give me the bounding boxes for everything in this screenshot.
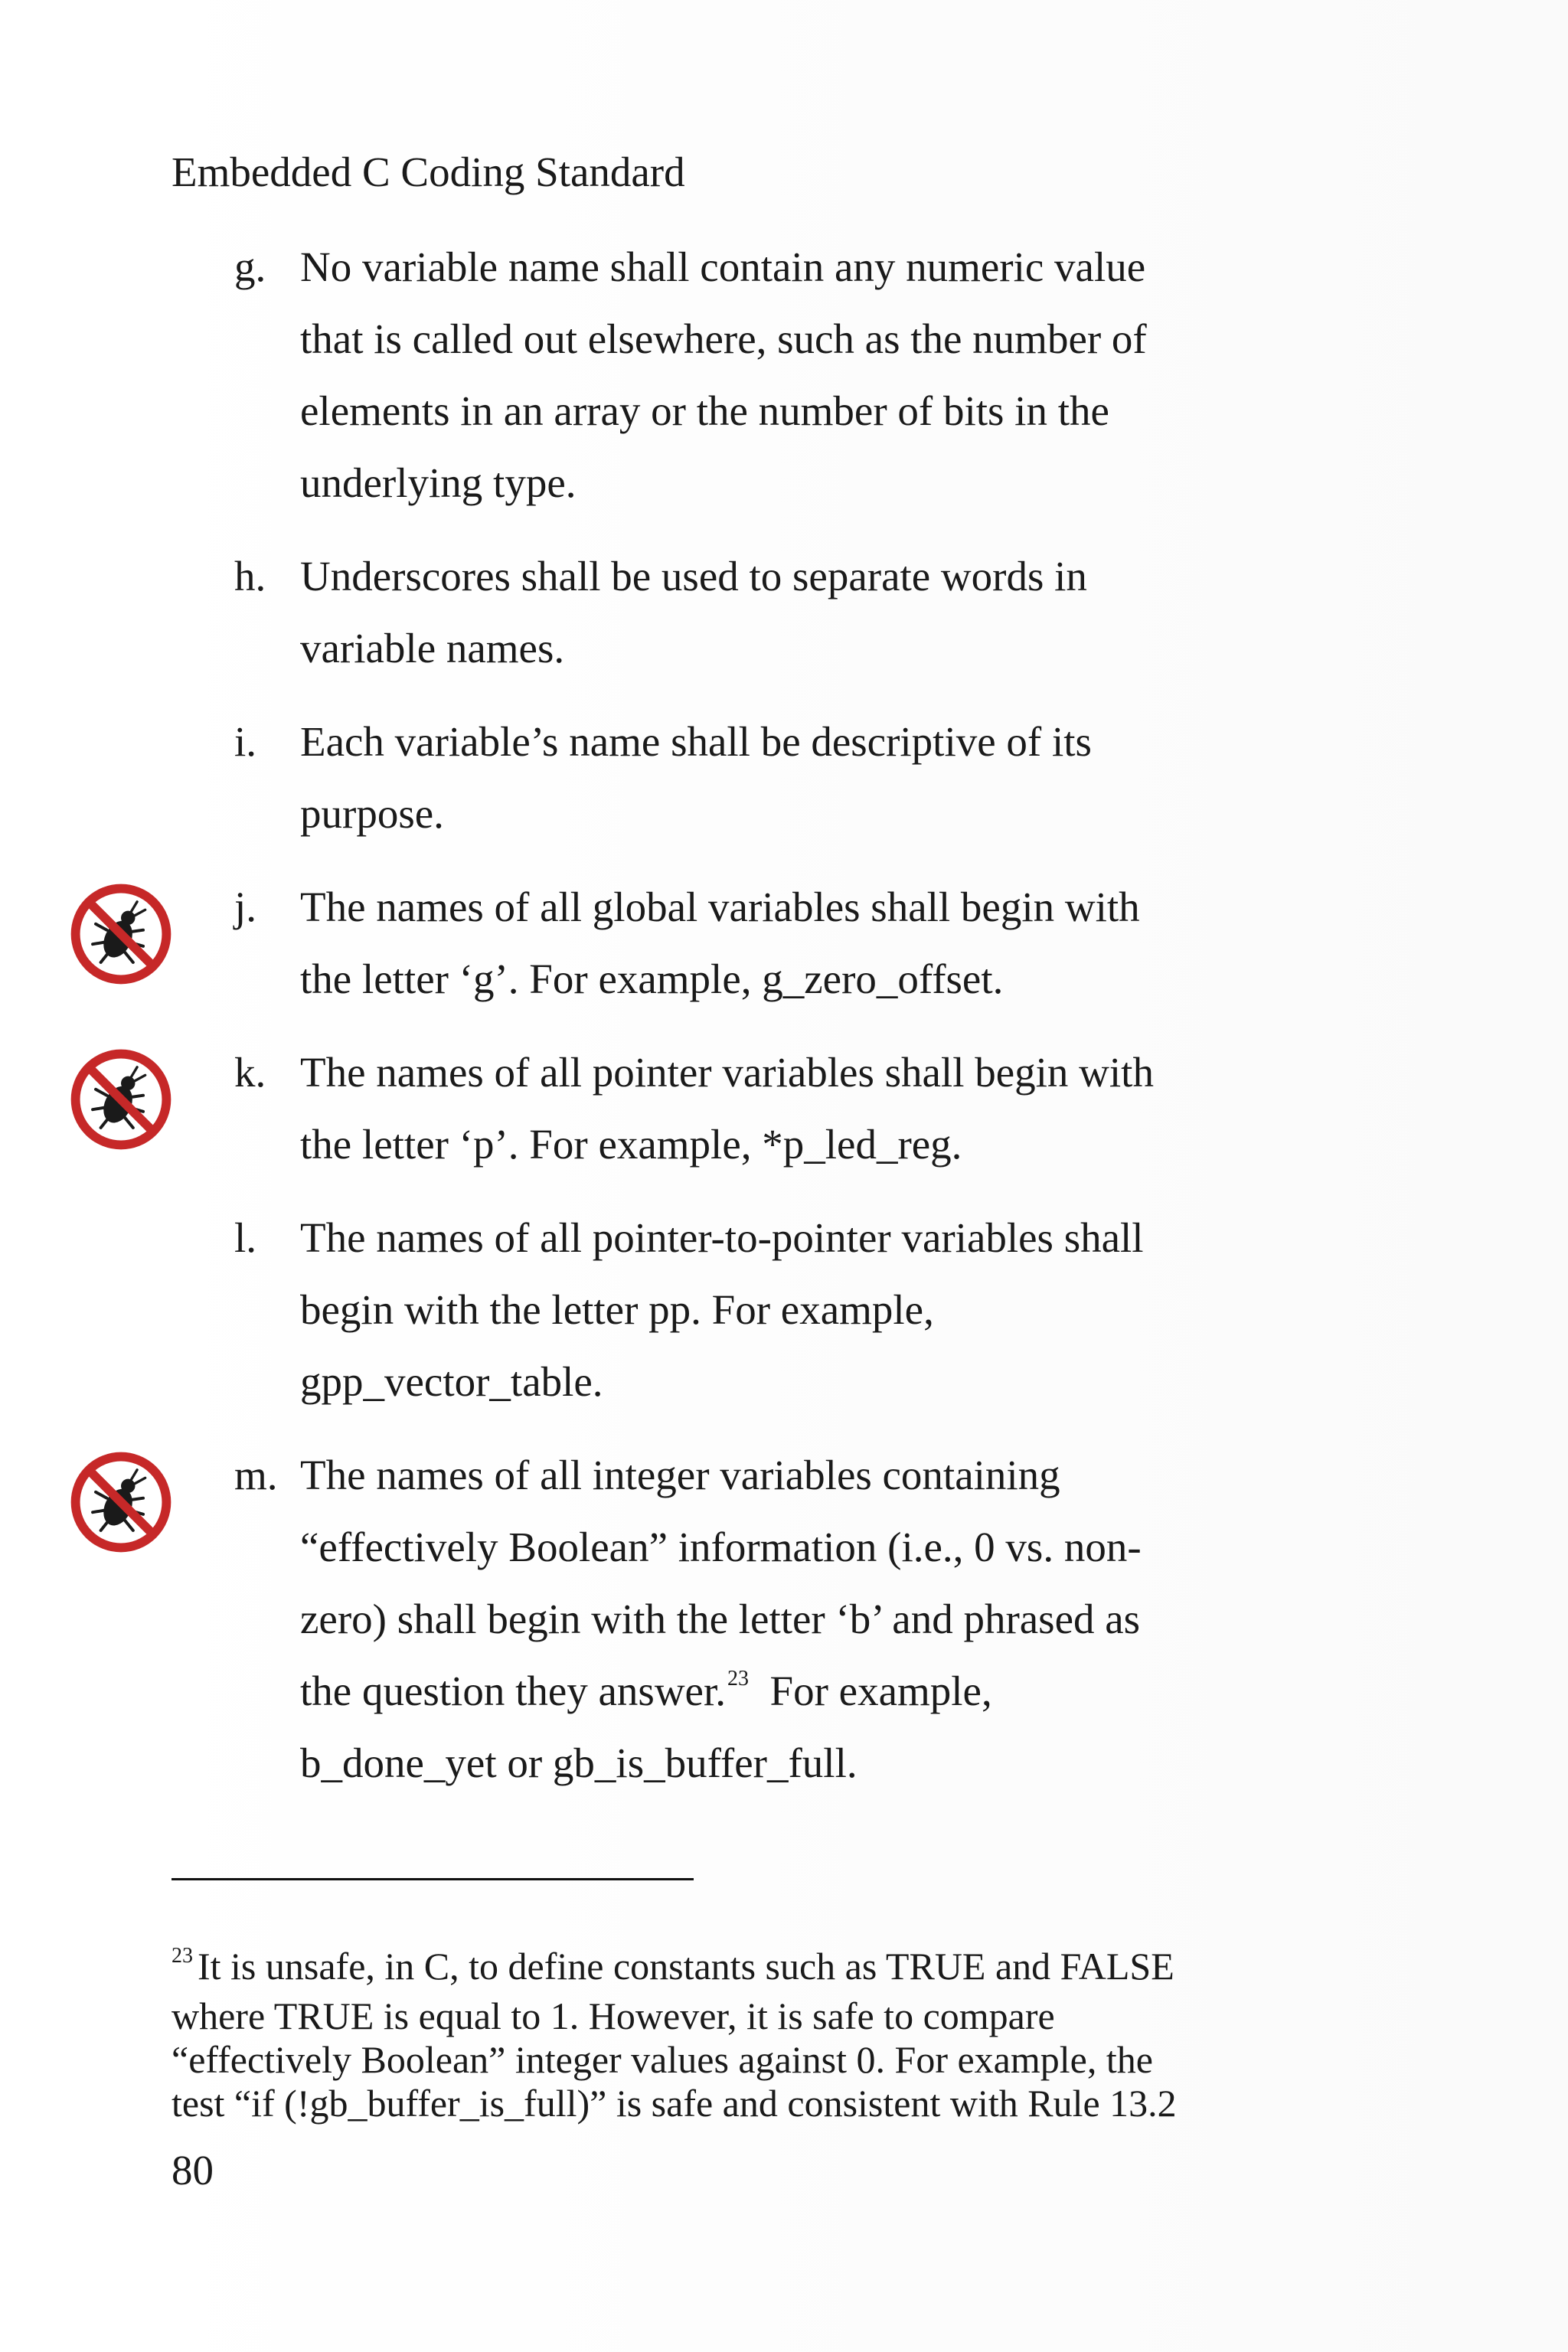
rule-line-text: For example, <box>769 1668 992 1714</box>
page-number: 80 <box>172 2147 214 2194</box>
rule-line: that is called out elsewhere, such as the number of <box>300 315 1147 362</box>
rule-line: No variable name shall contain any numeric value <box>300 243 1146 290</box>
no-bugs-icon <box>70 884 172 985</box>
rule-text <box>300 231 1311 519</box>
rule-line: The names of all global variables shall begin with <box>300 884 1140 930</box>
rule-letter: i. <box>234 718 257 765</box>
footnote-line: “effectively Boolean” integer values against 0. For example, the <box>172 2038 1153 2081</box>
rule-letter: j. <box>234 884 257 930</box>
footnote-line: test “if (!gb_buffer_is_full)” is safe and consistent with Rule 13.2 <box>172 2082 1177 2125</box>
no-bugs-icon <box>70 1452 172 1553</box>
rule-line: purpose. <box>300 790 444 837</box>
rule-line: Underscores shall be used to separate words in <box>300 553 1087 599</box>
rule-line: variable names. <box>300 625 565 671</box>
rule-line: The names of all pointer-to-pointer variables shall <box>300 1214 1144 1261</box>
rule-text <box>300 1037 1311 1181</box>
rule-letter: k. <box>234 1049 266 1096</box>
rule-text <box>300 541 1311 684</box>
footnote <box>172 1945 1351 2125</box>
rule-line: elements in an array or the number of bits in the <box>300 387 1109 434</box>
footnote-line: where TRUE is equal to 1. However, it is safe to compare <box>172 1994 1055 2037</box>
rule-line: gpp_vector_table. <box>300 1358 603 1405</box>
rule-letter: m. <box>234 1452 278 1498</box>
rule-letter: h. <box>234 553 266 599</box>
rule-line: zero) shall begin with the letter ‘b’ and phrased as <box>300 1596 1141 1642</box>
rule-line: b_done_yet or gb_is_buffer_full. <box>300 1740 858 1786</box>
footnote-number: 23 <box>172 1944 193 1968</box>
footnote-reference[interactable]: 23 <box>727 1667 749 1690</box>
rule-text <box>300 1202 1311 1418</box>
footnote-line-text: It is unsafe, in C, to define constants such as TRUE and FALSE <box>198 1945 1174 1988</box>
rule-letter: g. <box>234 243 266 290</box>
rule-line: The names of all pointer variables shall begin with <box>300 1049 1154 1096</box>
no-bugs-icon <box>70 1049 172 1150</box>
rule-letter: l. <box>234 1214 257 1261</box>
rule-text <box>300 871 1311 1015</box>
footnote-separator <box>172 1878 694 1880</box>
rule-text <box>300 706 1311 850</box>
rule-line: underlying type. <box>300 459 577 506</box>
rule-line: Each variable’s name shall be descriptive of its <box>300 718 1092 765</box>
rule-line: The names of all integer variables containing <box>300 1452 1060 1498</box>
rule-line-text: the question they answer. <box>300 1668 726 1714</box>
rule-line <box>300 1655 1311 1727</box>
rule-text <box>300 1439 1311 1799</box>
rule-line: the letter ‘p’. For example, *p_led_reg. <box>300 1121 962 1168</box>
footnote-line <box>172 1945 1351 1994</box>
rule-line: “effectively Boolean” information (i.e., 0 vs. non- <box>300 1524 1142 1570</box>
running-header: Embedded C Coding Standard <box>172 149 685 195</box>
rule-line: the letter ‘g’. For example, g_zero_offset. <box>300 956 1004 1002</box>
rule-line: begin with the letter pp. For example, <box>300 1286 934 1333</box>
